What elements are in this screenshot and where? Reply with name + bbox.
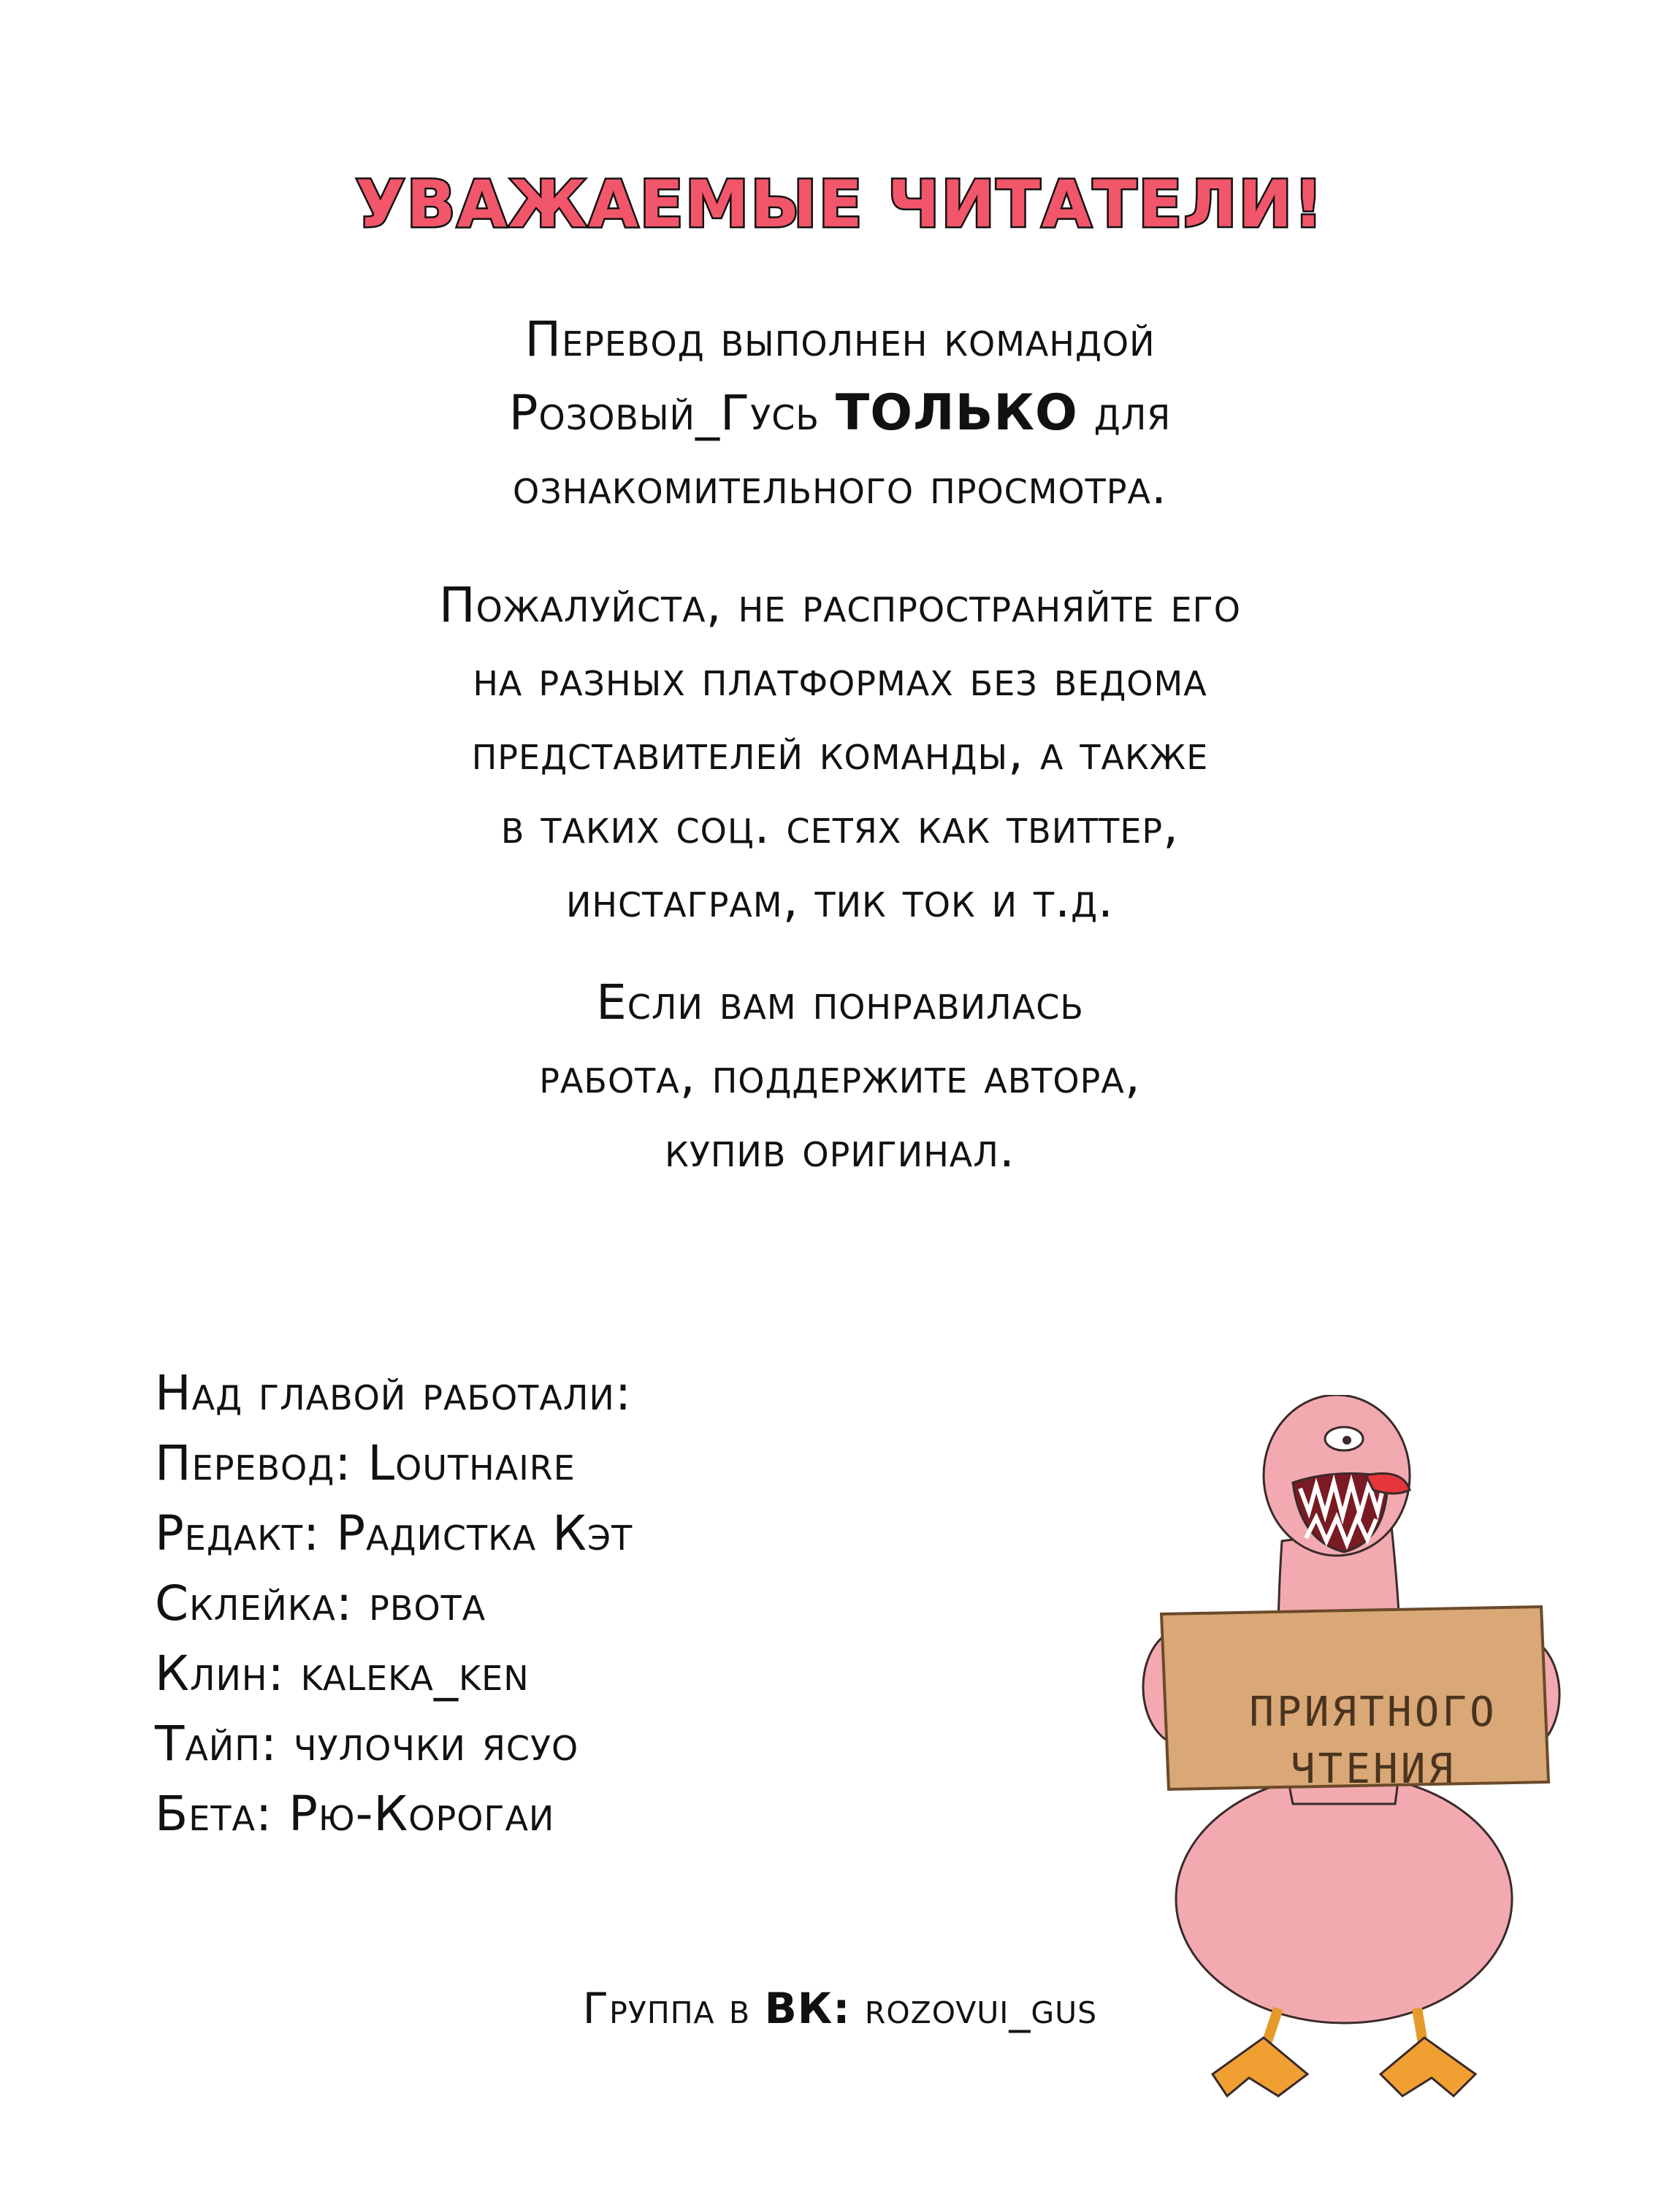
credit-item: Склейка: рвота (155, 1575, 486, 1632)
notice-line-3: ознакомительного просмотра. (513, 459, 1167, 515)
goose-left-foot (1213, 2038, 1307, 2096)
request-line: на разных платформах без ведома (473, 651, 1207, 707)
only-emphasis: ТОЛЬКО (835, 384, 1078, 442)
notice-block (0, 302, 1680, 524)
request-block (0, 568, 1680, 937)
notice-line-2 (0, 376, 1680, 450)
goose-right-foot (1381, 2038, 1475, 2096)
credits-heading: Над главой работали: (155, 1365, 633, 1421)
footer-label: Группа в (582, 1984, 751, 2033)
footer-vk-group (0, 1984, 1680, 2033)
page-title: УВАЖАЕМЫЕ ЧИТАТЕЛИ! (355, 167, 1325, 242)
request-line: в таких соц. сетях как твиттер, (500, 798, 1180, 854)
credits-list (155, 1358, 633, 1849)
footer-handle[interactable]: rozovui_gus (864, 1984, 1098, 2033)
request-line: инстаграм, тик ток и т.д. (565, 872, 1115, 928)
footer-vk: ВК: (764, 1984, 851, 2033)
support-line: купив оригинал. (665, 1122, 1015, 1178)
support-line: Если вам понравилась (596, 974, 1084, 1031)
support-block (0, 966, 1680, 1187)
credit-item: Редакт: Радистка Кэт (155, 1505, 633, 1561)
credit-item: Клин: kaleka_ken (155, 1645, 530, 1702)
notice-line-2-end: для (1093, 385, 1172, 441)
request-line: представителей команды, а также (471, 724, 1209, 781)
credit-item: Тайп: чулочки ясуо (155, 1716, 579, 1772)
team-name: Розовый_Гусь (508, 385, 820, 441)
credit-item: Перевод: Louthaire (155, 1435, 576, 1491)
request-line: Пожалуйста, не распространяйте его (439, 577, 1241, 633)
sign-line-2: ЧТЕНИЯ (1290, 1745, 1456, 1793)
support-line: работа, поддержите автора, (539, 1048, 1141, 1104)
sign-line-1: ПРИЯТНОГО (1249, 1689, 1497, 1736)
credit-item: Бета: Рю-Корогаи (155, 1786, 555, 1842)
notice-line-1: Перевод выполнен командой (524, 311, 1156, 367)
